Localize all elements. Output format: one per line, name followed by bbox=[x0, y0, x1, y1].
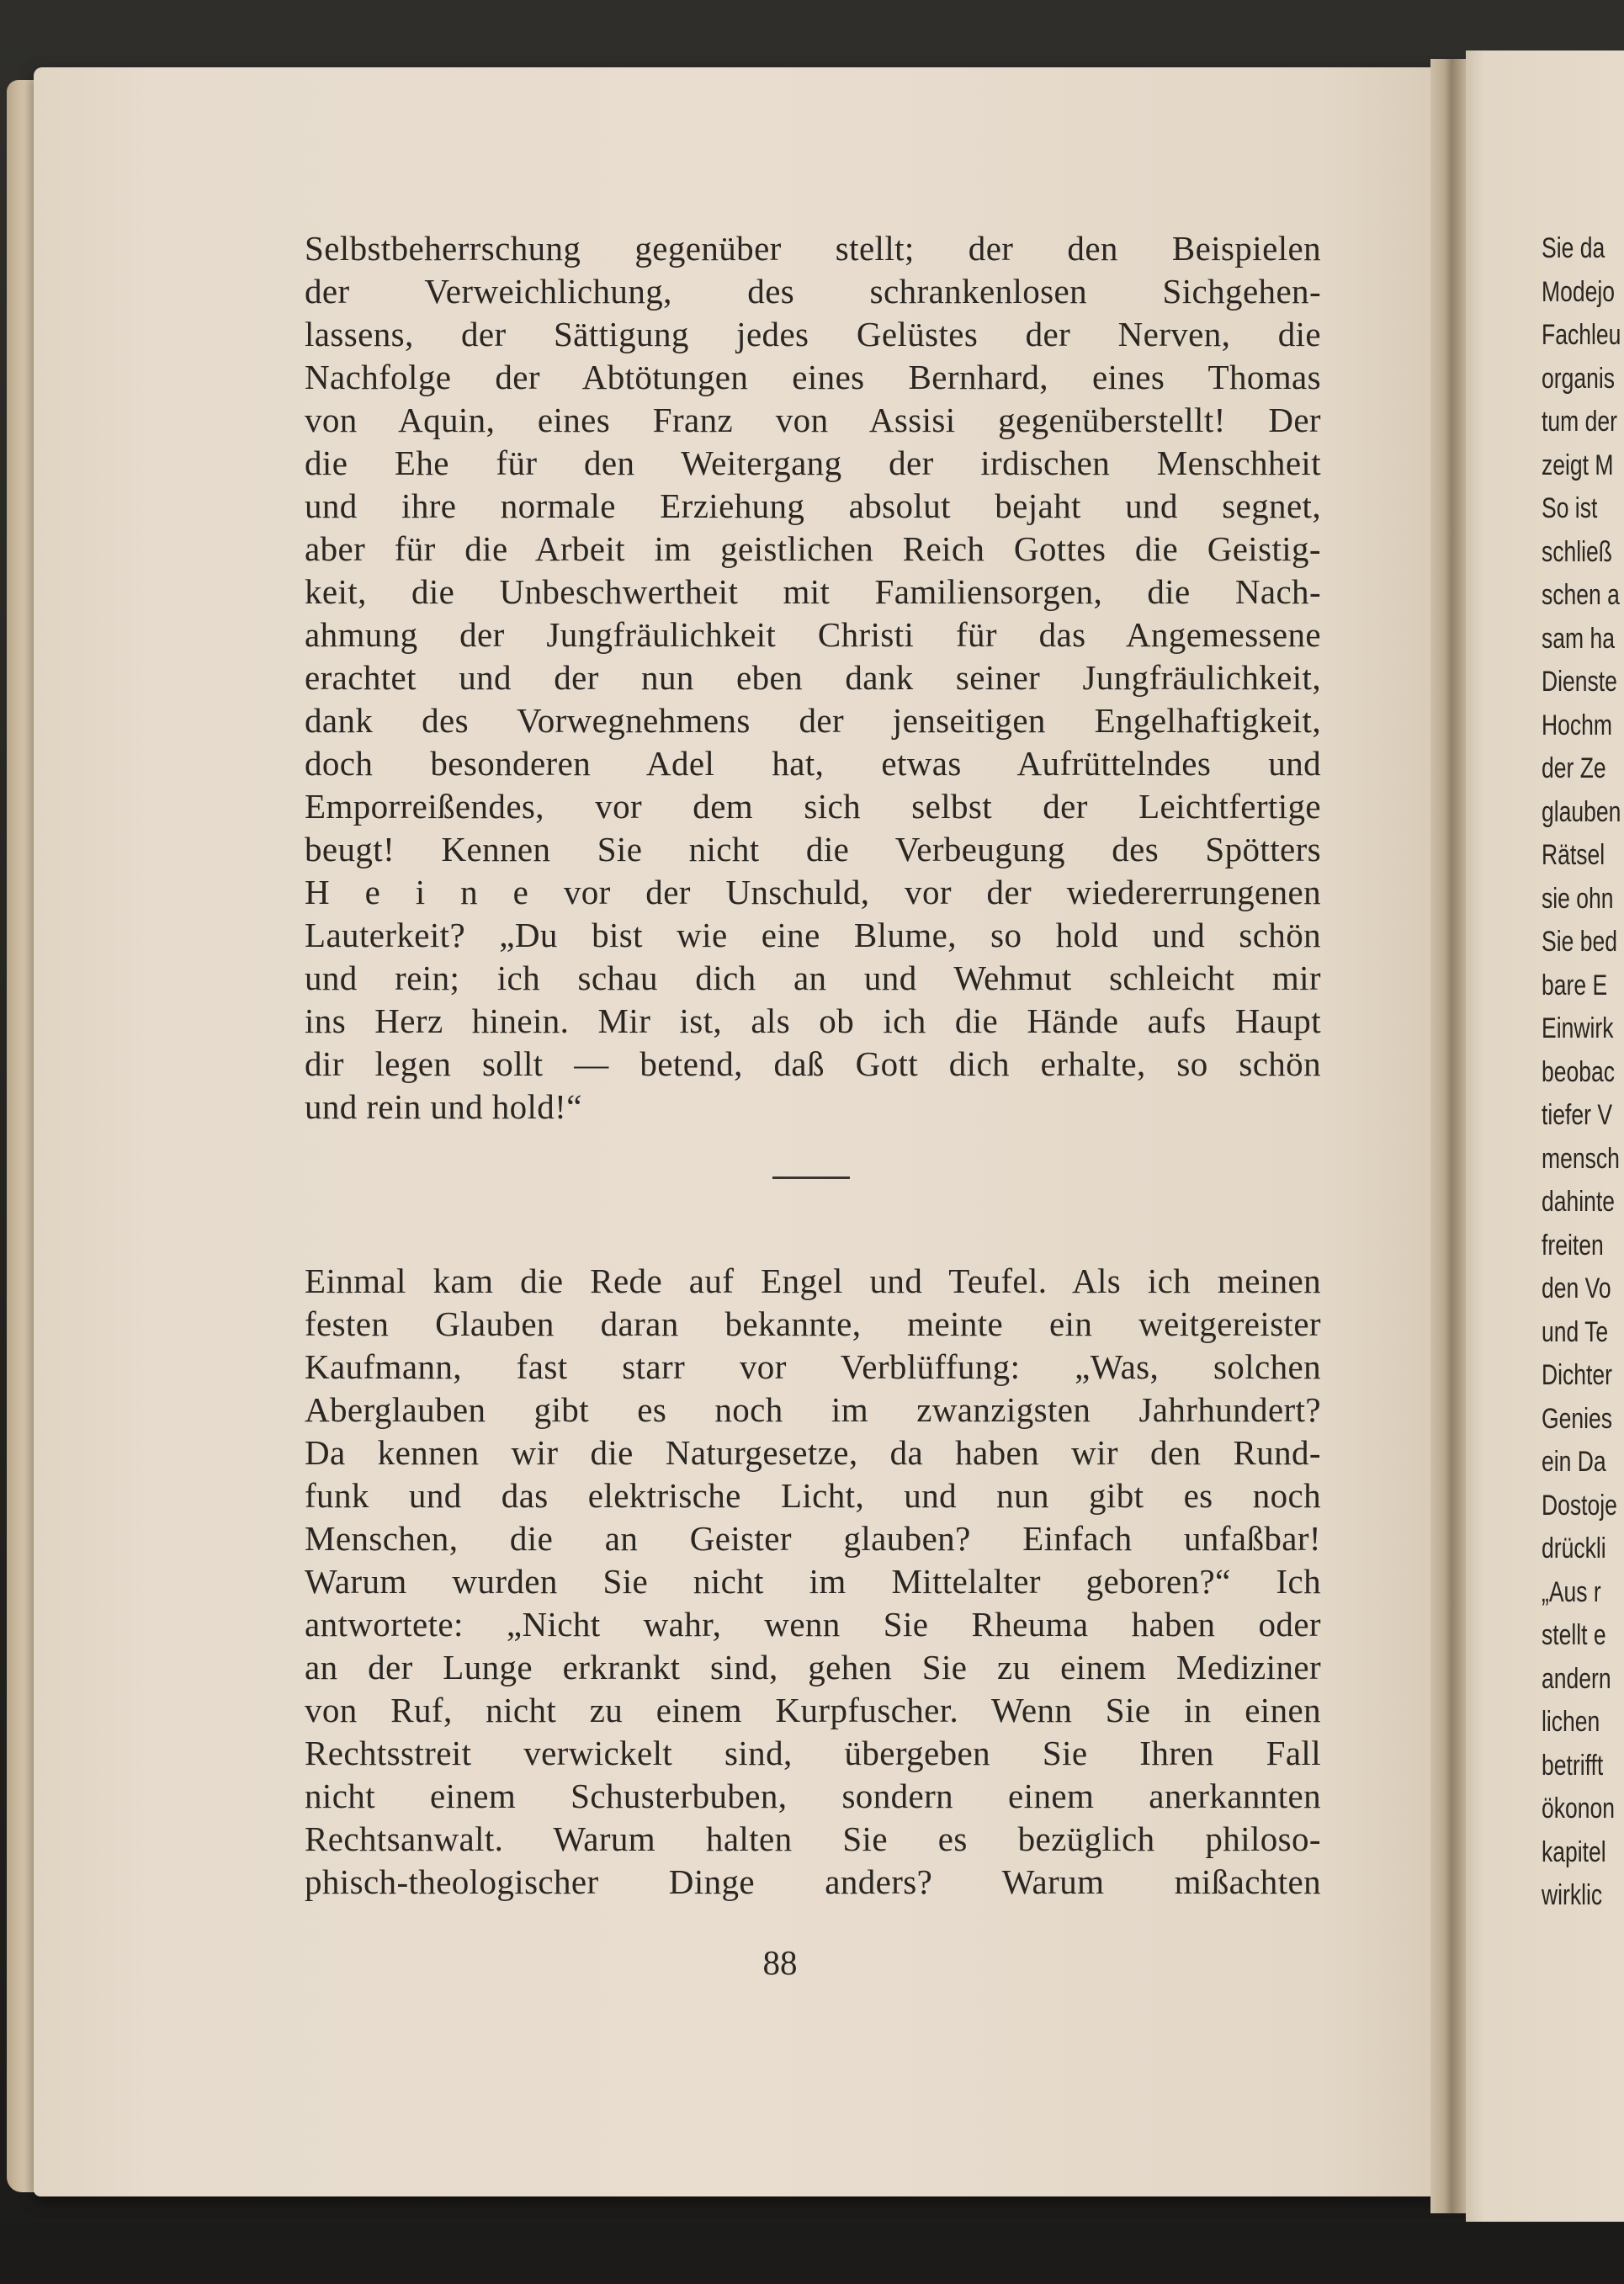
right-page-text-line: lichen bbox=[1542, 1706, 1600, 1738]
text-line: die Ehe für den Weitergang der irdischen Menschheit bbox=[305, 444, 1321, 482]
text-line: und ihre normale Erziehung absolut bejaht und segnet, bbox=[305, 486, 1321, 525]
text-line: Rechtsstreit verwickelt sind, übergeben Sie Ihren Fall bbox=[305, 1734, 1321, 1772]
text-line: Rechtsanwalt. Warum halten Sie es bezüglich philoso- bbox=[305, 1819, 1321, 1858]
right-page-text-line: Dostoje bbox=[1542, 1489, 1617, 1522]
right-page-text-line: beobac bbox=[1542, 1055, 1616, 1088]
right-page-text-line: Hochm bbox=[1542, 709, 1613, 741]
text-line: von Aquin, eines Franz von Assisi gegenüberstellt! Der bbox=[305, 401, 1321, 439]
text-line: Nachfolge der Abtötungen eines Bernhard, eines Thomas bbox=[305, 358, 1321, 396]
right-page-text-line: stellt e bbox=[1542, 1619, 1606, 1651]
right-page-text-line: freiten bbox=[1542, 1229, 1604, 1262]
text-line: ahmung der Jungfräulichkeit Christi für das Angemessene bbox=[305, 615, 1321, 654]
right-page-text-line: drückli bbox=[1542, 1532, 1606, 1564]
right-page-text-fragments bbox=[1542, 227, 1621, 1918]
right-page-text-line: glauben bbox=[1542, 795, 1621, 828]
right-page-text-line: Sie da bbox=[1542, 232, 1605, 264]
section-divider bbox=[772, 1177, 850, 1179]
right-page-text-line: schließ bbox=[1542, 535, 1613, 568]
right-page-text-line: schen a bbox=[1542, 579, 1620, 611]
page-number bbox=[0, 1942, 1624, 1983]
right-page-text-line: So ist bbox=[1542, 492, 1598, 524]
text-line: Aberglauben gibt es noch im zwanzigsten Jahrhundert? bbox=[305, 1390, 1321, 1429]
right-page-text-line: „Aus r bbox=[1542, 1575, 1601, 1608]
right-page-text-line: Einwirk bbox=[1542, 1012, 1614, 1044]
right-page-text-line: sam ha bbox=[1542, 622, 1615, 655]
text-line: und rein; ich schau dich an und Wehmut schleicht mir bbox=[305, 959, 1321, 997]
text-line: Kaufmann, fast starr vor Verblüffung: „Was, solchen bbox=[305, 1347, 1321, 1386]
book-spine bbox=[1430, 59, 1469, 2213]
right-page-text-line: Sie bed bbox=[1542, 926, 1617, 958]
text-line: phisch-theologischer Dinge anders? Warum mißachten bbox=[305, 1862, 1321, 1901]
right-page-text-line: Dichter bbox=[1542, 1359, 1613, 1391]
right-page-text-line: Fachleu bbox=[1542, 319, 1621, 351]
right-page-text-line: tum der bbox=[1542, 406, 1617, 438]
right-page-text-line: der Ze bbox=[1542, 752, 1606, 784]
right-page-text-line: Modejo bbox=[1542, 275, 1615, 308]
text-line: lassens, der Sättigung jedes Gelüstes der Nerven, die bbox=[305, 315, 1321, 353]
text-line: ins Herz hinein. Mir ist, als ob ich die Hände aufs Haupt bbox=[305, 1001, 1321, 1040]
text-line: an der Lunge erkrankt sind, gehen Sie zu einem Mediziner bbox=[305, 1648, 1321, 1686]
paragraph-2 bbox=[305, 1260, 1321, 1904]
paragraph-1 bbox=[305, 227, 1321, 1129]
right-page-text-line: betrifft bbox=[1542, 1749, 1604, 1782]
right-page-text-line: wirklic bbox=[1542, 1879, 1603, 1911]
text-line: Menschen, die an Geister glauben? Einfach unfaßbar! bbox=[305, 1519, 1321, 1558]
right-page-text-line: andern bbox=[1542, 1662, 1611, 1695]
text-line: dank des Vorwegnehmens der jenseitigen Engelhaftigkeit, bbox=[305, 701, 1321, 740]
right-page-text-line: ein Da bbox=[1542, 1446, 1606, 1478]
text-line: erachtet und der nun eben dank seiner Jungfräulichkeit, bbox=[305, 658, 1321, 697]
text-line: Selbstbeherrschung gegenüber stellt; der den Beispielen bbox=[305, 229, 1321, 268]
right-page-text-line: Rätsel bbox=[1542, 839, 1605, 871]
text-line: Warum wurden Sie nicht im Mittelalter geboren?“ Ich bbox=[305, 1562, 1321, 1601]
right-page-text-line: organis bbox=[1542, 362, 1615, 395]
text-line: Da kennen wir die Naturgesetze, da haben wir den Rund- bbox=[305, 1433, 1321, 1472]
right-page-text-line: sie ohn bbox=[1542, 882, 1614, 915]
page-number-text: 88 bbox=[762, 1943, 798, 1982]
right-page-text-line: bare E bbox=[1542, 969, 1608, 1001]
right-page-text-line: mensch bbox=[1542, 1142, 1620, 1175]
text-line: Lauterkeit? „Du bist wie eine Blume, so hold und schön bbox=[305, 916, 1321, 954]
text-line: H e i n e vor der Unschuld, vor der wiedererrungenen bbox=[305, 873, 1321, 911]
text-line: beugt! Kennen Sie nicht die Verbeugung des Spötters bbox=[305, 830, 1321, 868]
text-line: antwortete: „Nicht wahr, wenn Sie Rheuma haben oder bbox=[305, 1605, 1321, 1644]
text-line: der Verweichlichung, des schrankenlosen Sichgehen- bbox=[305, 272, 1321, 311]
text-line: und rein und hold!“ bbox=[305, 1087, 582, 1126]
right-page-text-line: Genies bbox=[1542, 1402, 1613, 1435]
right-page-text-line: zeigt M bbox=[1542, 449, 1614, 481]
right-page-text-line: Dienste bbox=[1542, 666, 1617, 698]
text-line: doch besonderen Adel hat, etwas Aufrüttelndes und bbox=[305, 744, 1321, 783]
right-page-text-line: ökonon bbox=[1542, 1793, 1616, 1825]
right-page-text-line: und Te bbox=[1542, 1315, 1609, 1348]
right-page-text-line: dahinte bbox=[1542, 1186, 1616, 1218]
right-page-text-line: tiefer V bbox=[1542, 1099, 1613, 1131]
text-line: keit, die Unbeschwertheit mit Familiensorgen, die Nach- bbox=[305, 572, 1321, 611]
text-line: nicht einem Schusterbuben, sondern einem anerkannten bbox=[305, 1777, 1321, 1815]
text-line: von Ruf, nicht zu einem Kurpfuscher. Wenn Sie in einen bbox=[305, 1691, 1321, 1729]
text-line: aber für die Arbeit im geistlichen Reich Gottes die Geistig- bbox=[305, 529, 1321, 568]
right-page-text-line: den Vo bbox=[1542, 1272, 1611, 1304]
text-line: dir legen sollt — betend, daß Gott dich erhalte, so schön bbox=[305, 1044, 1321, 1083]
right-page-text-line: kapitel bbox=[1542, 1835, 1606, 1868]
text-line: funk und das elektrische Licht, und nun gibt es noch bbox=[305, 1476, 1321, 1515]
text-line: Emporreißendes, vor dem sich selbst der Leichtfertige bbox=[305, 787, 1321, 826]
text-line: Einmal kam die Rede auf Engel und Teufel. Als ich meinen bbox=[305, 1262, 1321, 1300]
text-line: festen Glauben daran bekannte, meinte ein weitgereister bbox=[305, 1304, 1321, 1343]
